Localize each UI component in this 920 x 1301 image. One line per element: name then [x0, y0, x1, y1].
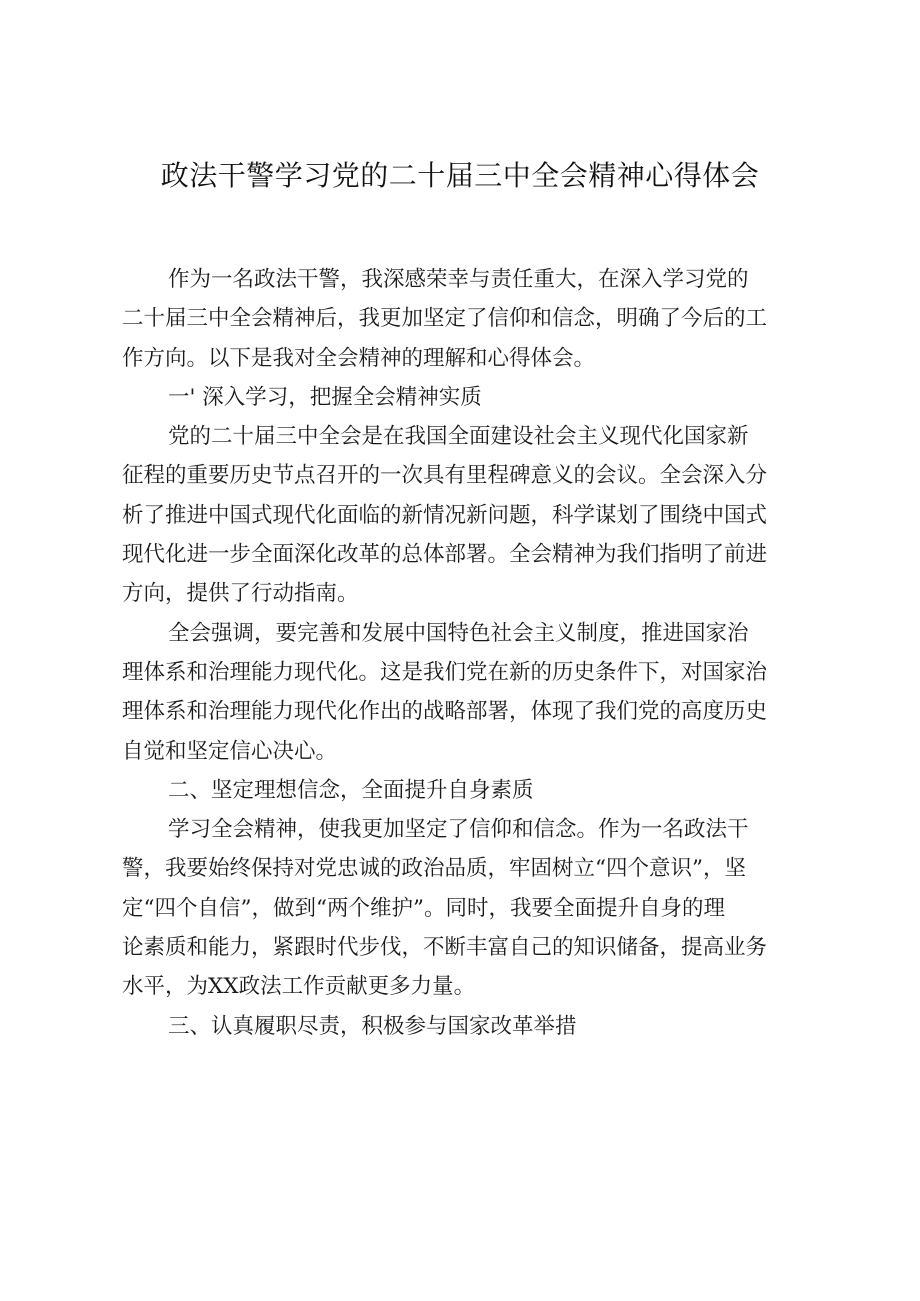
text-line: 析了推进中国式现代化面临的新情况新问题，科学谋划了围绕中国式 — [122, 502, 768, 528]
text-line: 方向，提供了行动指南。 — [122, 581, 359, 607]
text-line: 征程的重要历史节点召开的一次具有里程碑意义的会议。全会深入分 — [122, 463, 768, 489]
paragraph-plenum-significance — [122, 417, 812, 613]
paragraph-beliefs — [122, 810, 812, 1006]
text-line: 作为一名政法干警，我深感荣幸与责任重大，在深入学习党的 — [168, 267, 749, 292]
text-line: 自觉和坚定信心决心。 — [122, 738, 338, 764]
heading-line: 三、认真履职尽责，积极参与国家改革举措 — [168, 1013, 577, 1039]
document-title: 政法干警学习党的二十届三中全会精神心得体会 — [160, 159, 760, 192]
paragraph-intro — [122, 260, 812, 378]
heading-line: 二、坚定理想信念，全面提升自身素质 — [168, 777, 534, 803]
text-line: 二十届三中全会精神后，我更加坚定了信仰和信念，明确了今后的工 — [122, 306, 768, 332]
text-line: 警，我要始终保持对党忠诚的政治品质，牢固树立“四个意识”，坚 — [122, 856, 746, 882]
text-line: 水平，为XX政法工作贡献更多力量。 — [122, 974, 476, 1000]
text-line: 论素质和能力，紧跟时代步伐，不断丰富自己的知识储备，提高业务 — [122, 935, 768, 961]
text-line: 党的二十届三中全会是在我国全面建设社会主义现代化国家新 — [168, 424, 749, 450]
text-line: 学习全会精神，使我更加坚定了信仰和信念。作为一名政法干 — [168, 817, 749, 843]
text-line: 作方向。以下是我对全会精神的理解和心得体会。 — [122, 345, 596, 371]
section-heading-2 — [122, 771, 812, 810]
section-heading-1 — [122, 378, 812, 417]
text-line: 全会强调，要完善和发展中国特色社会主义制度，推进国家治 — [168, 620, 749, 646]
document-body — [122, 260, 812, 1046]
text-line: 理体系和治理能力现代化。这是我们党在新的历史条件下，对国家治 — [122, 659, 768, 685]
text-line: 定“四个自信”，做到“两个维护”。同时，我要全面提升自身的理 — [122, 895, 725, 921]
section-heading-3 — [122, 1007, 812, 1046]
text-line: 理体系和治理能力现代化作出的战略部署，体现了我们党的高度历史 — [122, 699, 768, 725]
paragraph-governance — [122, 614, 812, 771]
heading-line: 一' 深入学习，把握全会精神实质 — [168, 384, 482, 410]
text-line: 现代化进一步全面深化改革的总体部署。全会精神为我们指明了前进 — [122, 542, 768, 568]
